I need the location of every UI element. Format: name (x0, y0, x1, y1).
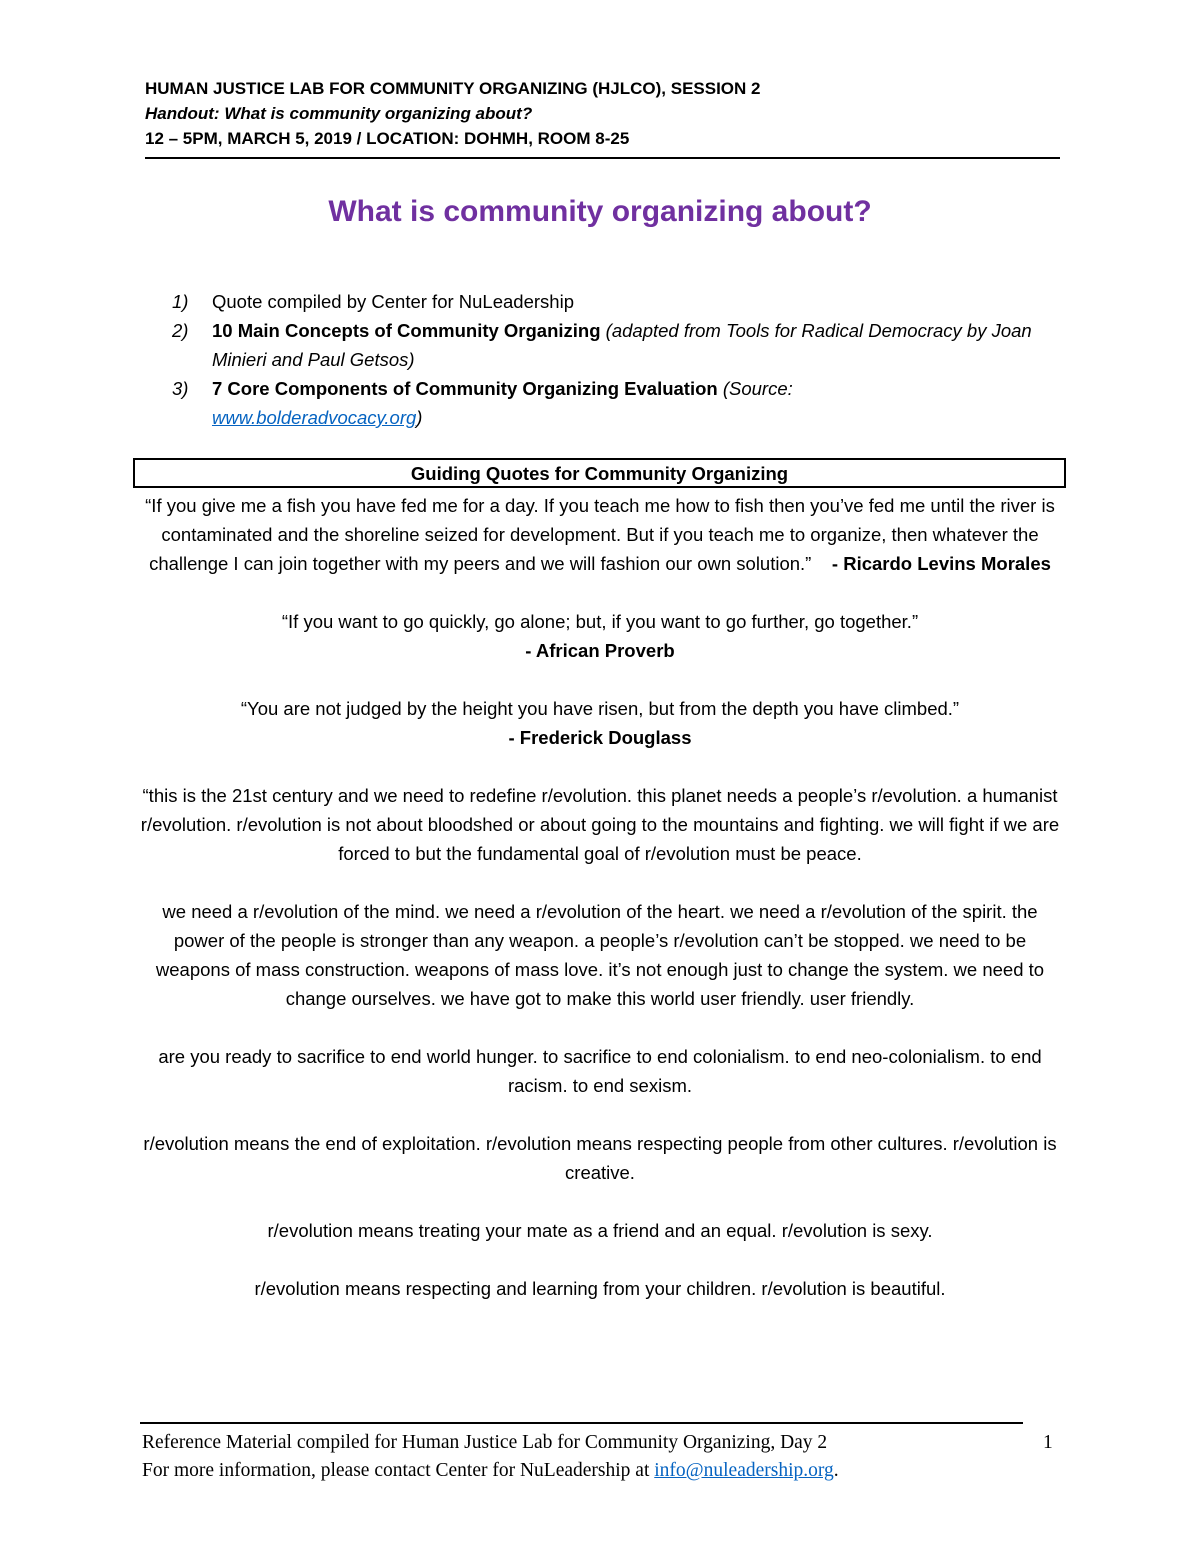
header-handout-title: Handout: What is community organizing about? (145, 104, 533, 123)
page-title: What is community organizing about? (328, 195, 872, 228)
footer-contact-line (142, 1457, 1032, 1485)
quotes-section (138, 491, 1062, 1332)
contents-list (172, 287, 1062, 432)
quote-text: “If you give me a fish you have fed me for a day. If you teach me how to fish then you’ve fed me until the river is contaminated and the shoreline seized for development. But if you teach me to organize, then whatever the challenge I can join together with my peers and we will fashion our own solution.” (145, 495, 1055, 574)
quote-author: - Ricardo Levins Morales (831, 553, 1051, 574)
quote-block (138, 694, 1062, 752)
quote-author: - Frederick Douglass (508, 727, 692, 748)
header-divider (145, 157, 1060, 159)
quote-block (138, 491, 1062, 578)
poem-paragraph: “this is the 21st century and we need to redefine r/evolution. this planet needs a people’s r/evolution. a humanist r/evolution. r/evolution is not about bloodshed or about going to the mountains and fighting. we will fight if we are forced to but the fundamental goal of r/evolution must be peace. (140, 785, 1060, 864)
quotes-heading-box (133, 458, 1066, 488)
poem-paragraph: are you ready to sacrifice to end world hunger. to sacrifice to end colonialism. to end neo-colonialism. to end racism. to end sexism. (158, 1046, 1042, 1096)
footer-email-link[interactable]: info@nuleadership.org (654, 1460, 834, 1481)
page-footer (142, 1429, 1032, 1485)
contents-item-text: Quote compiled by Center for NuLeadership (212, 291, 574, 312)
page-number: 1 (1043, 1432, 1053, 1453)
quote-author: - African Proverb (525, 640, 675, 661)
quote-block (138, 607, 1062, 665)
contents-item-note: (Source: (722, 378, 793, 399)
contents-item-number: 1) (172, 291, 189, 312)
quote-text: “If you want to go quickly, go alone; but, if you want to go further, go together.” (281, 611, 919, 632)
bolderadvocacy-link[interactable]: www.bolderadvocacy.org (212, 407, 417, 428)
poem-paragraph: we need a r/evolution of the mind. we need a r/evolution of the heart. we need a r/evolution of the spirit. the power of the people is stronger than any weapon. a people’s r/evolution can’t be stopped. we need to be weapons of mass construction. weapons of mass love. it’s not enough just to change the system. we need to change ourselves. we have got to make this world user friendly. user friendly. (155, 901, 1045, 1009)
poem-paragraph: r/evolution means treating your mate as a friend and an equal. r/evolution is sexy. (267, 1220, 933, 1241)
poem-paragraph: r/evolution means the end of exploitation. r/evolution means respecting people from other cultures. r/evolution is creative. (143, 1133, 1057, 1183)
header-date-location: 12 – 5PM, MARCH 5, 2019 / LOCATION: DOHMH, ROOM 8-25 (145, 129, 630, 148)
contents-item-title: 10 Main Concepts of Community Organizing (212, 320, 601, 341)
contents-item-title: 7 Core Components of Community Organizing Evaluation (212, 378, 718, 399)
poem-paragraph: r/evolution means respecting and learning from your children. r/evolution is beautiful. (254, 1278, 946, 1299)
footer-period: . (833, 1460, 839, 1481)
header-organization: HUMAN JUSTICE LAB FOR COMMUNITY ORGANIZING (HJLCO), SESSION 2 (145, 79, 761, 98)
quote-text: “You are not judged by the height you have risen, but from the depth you have climbed.” (240, 698, 960, 719)
contents-item-note-end: ) (416, 407, 423, 428)
footer-reference-line: Reference Material compiled for Human Justice Lab for Community Organizing, Day 2 (142, 1432, 828, 1453)
contents-item-number: 2) (172, 320, 189, 341)
contents-item-number: 3) (172, 378, 189, 399)
contents-item (172, 287, 1062, 316)
footer-divider (140, 1422, 1023, 1424)
contents-item (172, 316, 1062, 374)
contents-item (172, 374, 1062, 432)
footer-contact-text: For more information, please contact Center for NuLeadership at (142, 1460, 650, 1481)
quotes-heading: Guiding Quotes for Community Organizing (410, 463, 789, 484)
contents-item-note: (adapted from Tools for Radical Democracy by Joan Minieri and Paul Getsos) (212, 320, 1032, 370)
document-header (145, 76, 1060, 151)
